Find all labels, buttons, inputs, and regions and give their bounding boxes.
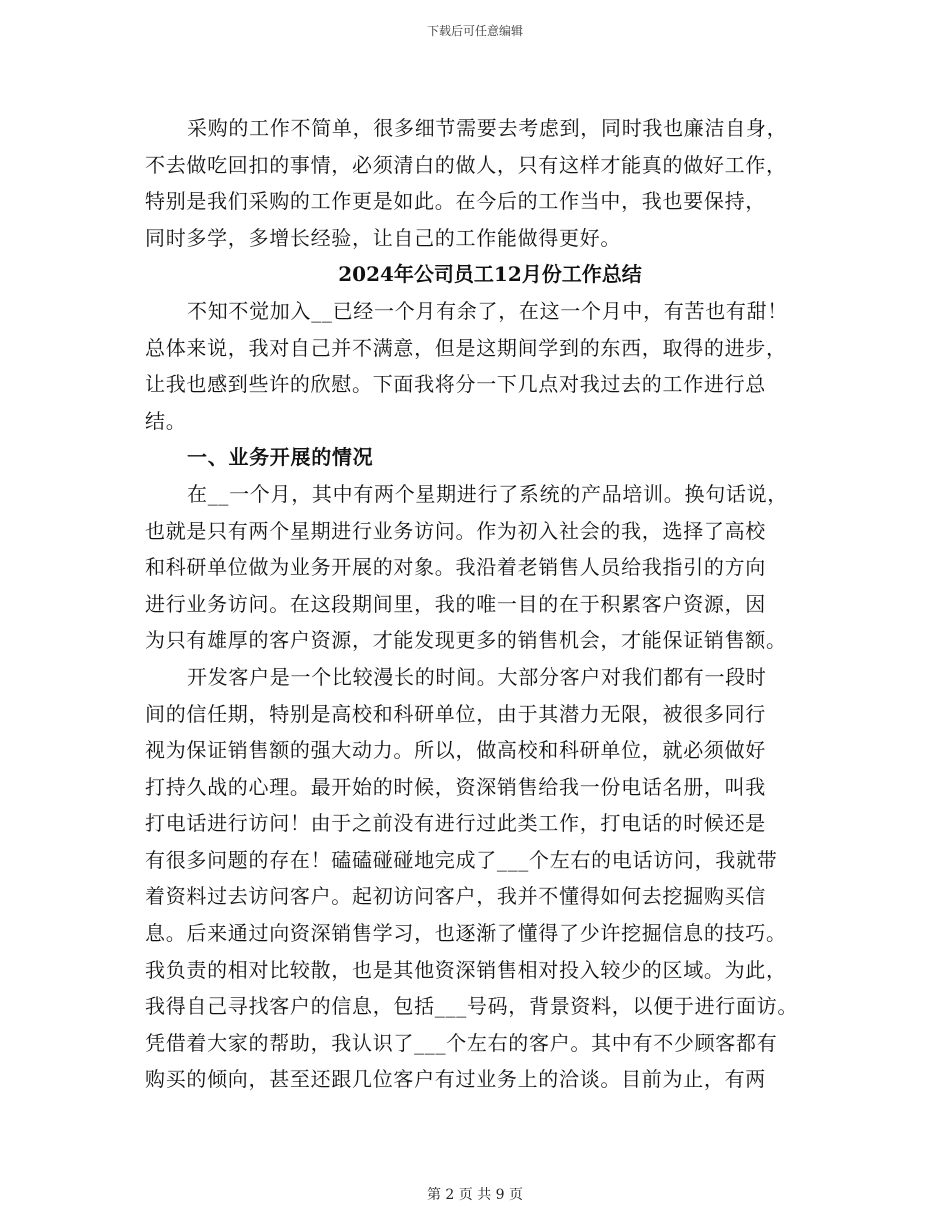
text-line: 视为保证销售额的强大动力。所以，做高校和科研单位，就必须做好 — [145, 738, 766, 763]
text-line: 让我也感到些许的欣慰。下面我将分一下几点对我过去的工作进行总 — [145, 372, 766, 397]
document-body — [145, 110, 825, 1098]
text-line: 息。后来通过向资深销售学习，也逐渐了懂得了少许挖掘信息的技巧。 — [145, 921, 787, 946]
text-line: 同时多学，多增长经验，让自己的工作能做得更好。 — [145, 225, 622, 250]
section-heading: 一、业务开展的情况 — [187, 445, 374, 470]
text-line: 打电话进行访问！由于之前没有进行过此类工作，打电话的时候还是 — [145, 811, 766, 836]
text-line: 采购的工作不简单，很多细节需要去考虑到，同时我也廉洁自身， — [187, 116, 788, 140]
text-line: 我负责的相对比较散，也是其他资深销售相对投入较少的区域。为此， — [145, 957, 787, 982]
text-line: 凭借着大家的帮助，我认识了___个左右的客户。其中有不少顾客都有 — [145, 1030, 778, 1055]
text-line: 着资料过去访问客户。起初访问客户，我并不懂得如何去挖掘购买信 — [145, 884, 766, 909]
text-line: 不知不觉加入__已经一个月有余了，在这一个月中，有苦也有甜！ — [187, 298, 788, 323]
text-line: 特别是我们采购的工作更是如此。在今后的工作当中，我也要保持， — [145, 189, 766, 214]
text-line: 和科研单位做为业务开展的对象。我沿着老销售人员给我指引的方向 — [145, 555, 766, 580]
text-line: 也就是只有两个星期进行业务访问。作为初入社会的我，选择了高校 — [145, 518, 766, 543]
document-title: 2024年公司员工12月份工作总结 — [338, 262, 642, 287]
text-line: 为只有雄厚的客户资源，才能发现更多的销售机会，才能保证销售额。 — [145, 628, 787, 653]
page-number-footer: 第 2 页 共 9 页 — [426, 1187, 524, 1203]
text-line: 在__一个月，其中有两个星期进行了系统的产品培训。换句话说， — [187, 481, 788, 506]
text-line: 开发客户是一个比较漫长的时间。大部分客户对我们都有一段时 — [187, 664, 767, 689]
text-line: 总体来说，我对自己并不满意，但是这期间学到的东西，取得的进步， — [145, 335, 787, 360]
text-line: 购买的倾向，甚至还跟几位客户有过业务上的洽谈。目前为止，有两 — [145, 1067, 766, 1092]
text-line: 进行业务访问。在这段期间里，我的唯一目的在于积累客户资源，因 — [145, 591, 766, 616]
page-header-note: 下载后可任意编辑 — [426, 24, 523, 38]
text-line: 我得自己寻找客户的信息，包括___号码，背景资料，以便于进行面访。 — [145, 994, 799, 1019]
text-line: 不去做吃回扣的事情，必须清白的做人，只有这样才能真的做好工作， — [145, 152, 787, 177]
text-line: 打持久战的心理。最开始的时候，资深销售给我一份电话名册，叫我 — [145, 774, 766, 799]
text-line: 间的信任期，特别是高校和科研单位，由于其潜力无限，被很多同行 — [145, 701, 766, 726]
text-line: 有很多问题的存在！磕磕碰碰地完成了___个左右的电话访问，我就带 — [145, 847, 778, 872]
text-line: 结。 — [145, 408, 187, 433]
